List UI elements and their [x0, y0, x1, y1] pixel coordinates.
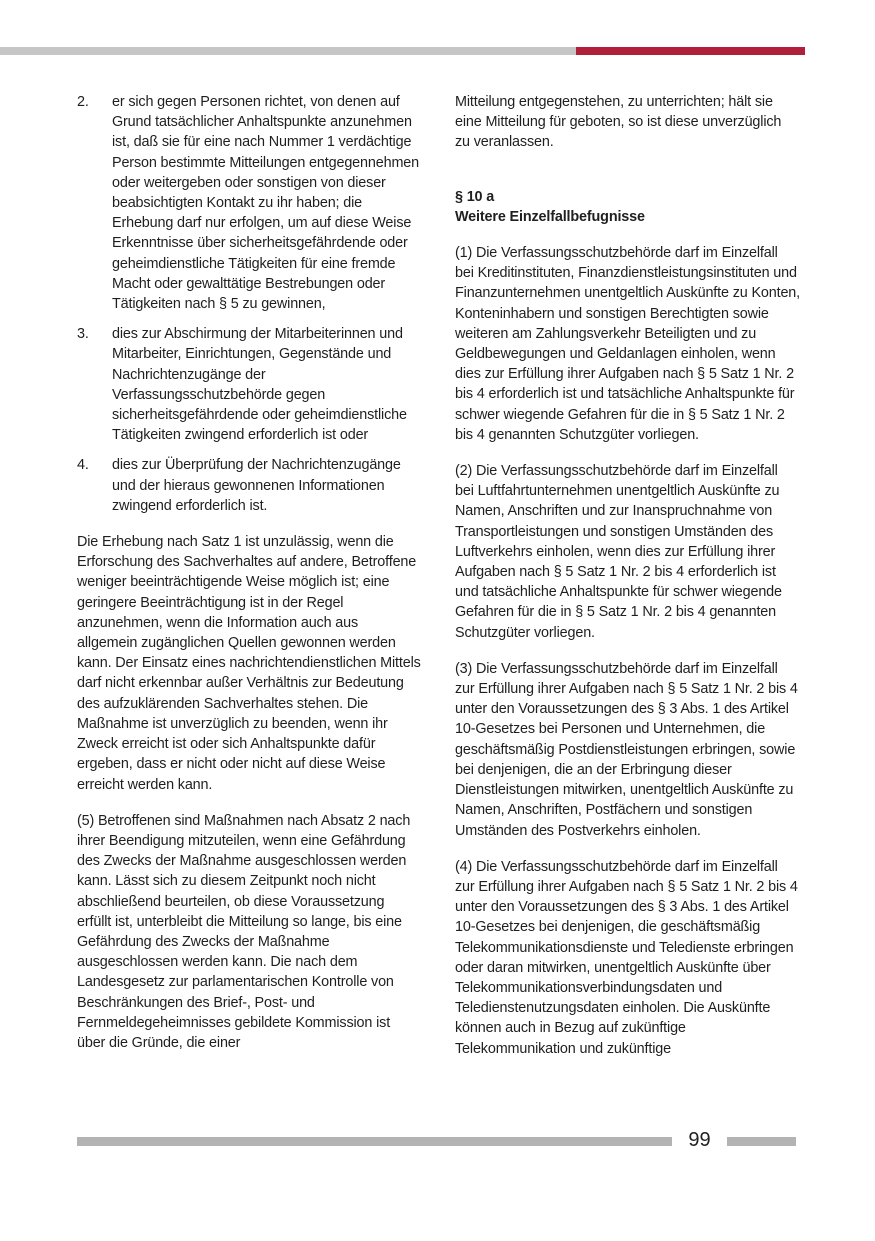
header-bar-gray	[0, 47, 576, 55]
section-title: Weitere Einzelfallbefugnisse	[455, 208, 645, 225]
list-item-text: dies zur Abschirmung der Mitarbeiterinnen und Mitarbeiter, Einrichtungen, Gegenstände und Nachrichtenzugänge der Verfassungsschutzbehörde gegen sicherheitsgefährdende oder geheimdienstliche Tätigkeiten zwingend erforderlich ist oder	[112, 326, 407, 444]
list-item	[77, 324, 422, 445]
list-item	[77, 92, 422, 314]
body-paragraph: (3) Die Verfassungsschutzbehörde darf im Einzelfall zur Erfüllung ihrer Aufgaben nach § 5 Satz 1 Nr. 2 bis 4 unter den Voraussetzungen des § 3 Abs. 1 des Artikel 10-Gesetzes bei Personen und Unternehmen, die geschäftsmäßig Postdienstleistungen erbringen, sowie bei denjenigen, die an der Erbringung dieser Dienstleistungen mitwirken, unentgeltlich Auskünfte zu Namen, Anschriften, Postfächern und sonstigen Umständen des Postverkehrs einholen.	[455, 660, 798, 839]
footer-bar-left	[77, 1137, 672, 1146]
section-number: § 10 a	[455, 188, 495, 205]
page-number: 99	[688, 1129, 711, 1151]
left-column	[77, 92, 422, 1069]
section-heading	[455, 187, 800, 227]
body-paragraph: Die Erhebung nach Satz 1 ist unzulässig, wenn die Erforschung des Sachverhaltes auf andere, Betroffene weniger beeinträchtigende Weise möglich ist; eine geringere Beeinträchtigung ist in der Regel anzunehmen, wenn die Information auch aus allgemein zugänglichen Quellen gewonnen werden kann. Der Einsatz eines nachrichtendienstlichen Mittels darf nicht erkennbar außer Verhältnis zur Bedeutung des aufzuklärenden Sachverhaltes stehen. Die Maßnahme ist unverzüglich zu beenden, wenn ihr Zweck erreicht ist oder sich Anhaltspunkte dafür ergeben, dass er nicht oder nicht auf diese Weise erreicht werden kann.	[77, 534, 421, 793]
list-item-text: er sich gegen Personen richtet, von denen auf Grund tatsächlicher Anhaltspunkte anzunehmen ist, daß sie für eine nach Nummer 1 verdächtige Person bestimmte Mitteilungen entgegennehmen oder weitergeben oder sonstigen von dieser beabsichtigten Kontakt zu ihr haben; die Erhebung darf nur erfolgen, um auf diese Weise Erkenntnisse über sicherheitsgefährdende oder geheimdienstliche Tätigkeiten für eine fremde Macht oder gewalttätige Bestrebungen oder Tätigkeiten nach § 5 zu gewinnen,	[112, 94, 419, 313]
list-item	[77, 455, 422, 516]
body-paragraph: (1) Die Verfassungsschutzbehörde darf im Einzelfall bei Kreditinstituten, Finanzdienstleistungsinstituten und Finanzunternehmen unentgeltlich Auskünfte zu Konten, Konteninhabern und sonstigen Berechtigten sowie weiteren am Zahlungsverkehr Beteiligten und zu Geldbewegungen und Geldanlagen einholen, wenn dies zur Erfüllung ihrer Aufgaben nach § 5 Satz 1 Nr. 2 bis 4 erforderlich ist und tatsächliche Anhaltspunkte für schwer wiegende Gefahren für die in § 5 Satz 1 Nr. 2 bis 4 genannten Schutzgüter vorliegen.	[455, 245, 801, 443]
body-paragraph: (4) Die Verfassungsschutzbehörde darf im Einzelfall zur Erfüllung ihrer Aufgaben nach § 5 Satz 1 Nr. 2 bis 4 unter den Voraussetzungen des § 3 Abs. 1 des Artikel 10-Gesetzes bei denjenigen, die geschäftsmäßig Telekommunikationsdienste und Teledienste erbringen oder daran mitwirken, unentgeltlich Auskünfte über Telekommunikationsverbindungsdaten und Teledienstenutzungsdaten einholen. Die Auskünfte können auch in Bezug auf zukünftige Telekommunikation und zukünftige	[455, 858, 798, 1057]
body-paragraph: (5) Betroffenen sind Maßnahmen nach Absatz 2 nach ihrer Beendigung mitzuteilen, wenn eine Gefährdung des Zwecks der Maßnahme ausgeschlossen werden kann. Lässt sich zu diesem Zeitpunkt noch nicht abschließend beurteilen, ob diese Voraussetzung erfüllt ist, unterbleibt die Mitteilung so lange, bis eine Gefährdung des Zwecks der Maßnahme ausgeschlossen werden kann. Die nach dem Landesgesetz zur parlamentarischen Kontrolle von Beschränkungen des Brief-, Post- und Fernmeldegeheimnisses gebildete Kommission ist über die Gründe, die einer	[77, 812, 411, 1051]
body-paragraph: (2) Die Verfassungsschutzbehörde darf im Einzelfall bei Luftfahrtunternehmen unentgeltlich Auskünfte zu Namen, Anschriften und zur Inanspruchnahme von Transportleistungen und sonstigen Umständen des Luftverkehrs einholen, wenn dies zur Erfüllung ihrer Aufgaben nach § 5 Satz 1 Nr. 2 bis 4 erforderlich ist und tatsächliche Anhaltspunkte für schwer wiegende Gefahren für die in § 5 Satz 1 Nr. 2 bis 4 genannten Schutzgüter vorliegen.	[455, 463, 782, 641]
header-bar-red	[576, 47, 805, 55]
list-item-number: 2.	[77, 94, 89, 110]
right-column	[455, 92, 800, 1075]
continuation-paragraph: Mitteilung entgegenstehen, zu unterrichten; hält sie eine Mitteilung für geboten, so ist diese unverzüglich zu veranlassen.	[455, 94, 782, 151]
list-item-number: 4.	[77, 457, 89, 474]
list-item-number: 3.	[77, 326, 89, 343]
list-item-text: dies zur Überprüfung der Nachrichtenzugänge und der hieraus gewonnenen Informationen zwingend erforderlich ist.	[112, 457, 401, 514]
footer-bar-right	[727, 1137, 796, 1146]
